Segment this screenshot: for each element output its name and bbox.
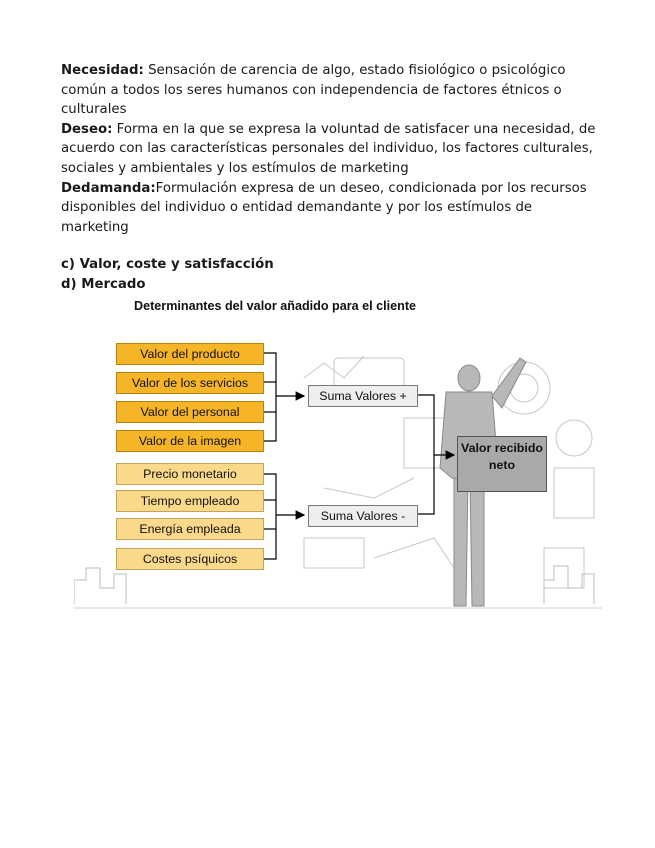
box-valor-personal: Valor del personal: [116, 401, 264, 423]
box-precio-monetario: Precio monetario: [116, 463, 264, 485]
box-costes-psiquicos: Costes psíquicos: [116, 548, 264, 570]
definition-text: Formulación expresa de un deseo, condicionada por los recursos disponibles del individuo o entidad demandante y por los estímulos de marketing: [61, 180, 587, 235]
term-label: Dedamanda:: [61, 180, 156, 196]
definition-deseo: [61, 120, 601, 179]
figure-title: Determinantes del valor añadido para el cliente: [134, 299, 417, 313]
definitions-text: [61, 61, 601, 237]
definition-necesidad: [61, 61, 601, 120]
box-valor-imagen: Valor de la imagen: [116, 430, 264, 452]
box-suma-valores-negativos: Suma Valores -: [308, 505, 418, 527]
box-tiempo-empleado: Tiempo empleado: [116, 490, 264, 512]
box-valor-recibido-neto: Valor recibido neto: [457, 436, 547, 492]
term-label: Necesidad:: [61, 63, 144, 78]
section-heading-c: c) Valor, coste y satisfacción: [61, 257, 274, 272]
term-label: Deseo:: [61, 121, 113, 137]
box-valor-servicios: Valor de los servicios: [116, 372, 264, 394]
definition-text: Sensación de carencia de algo, estado fisiológico o psicológico común a todos los seres humanos con independencia de factores étnicos o culturales: [61, 63, 566, 118]
skyline-sketch: [74, 566, 602, 608]
box-suma-valores-positivos: Suma Valores +: [308, 385, 418, 407]
section-heading-d: d) Mercado: [61, 277, 146, 292]
box-energia-empleada: Energía empleada: [116, 518, 264, 540]
definition-text: Forma en la que se expresa la voluntad de satisfacer una necesidad, de acuerdo con las características personales del individuo, los factores culturales, sociales y ambientales y los estímulos de marketing: [61, 121, 596, 176]
definition-demanda: [61, 179, 601, 238]
connector-lines: [264, 353, 454, 559]
value-diagram: [74, 318, 602, 614]
box-valor-producto: Valor del producto: [116, 343, 264, 365]
